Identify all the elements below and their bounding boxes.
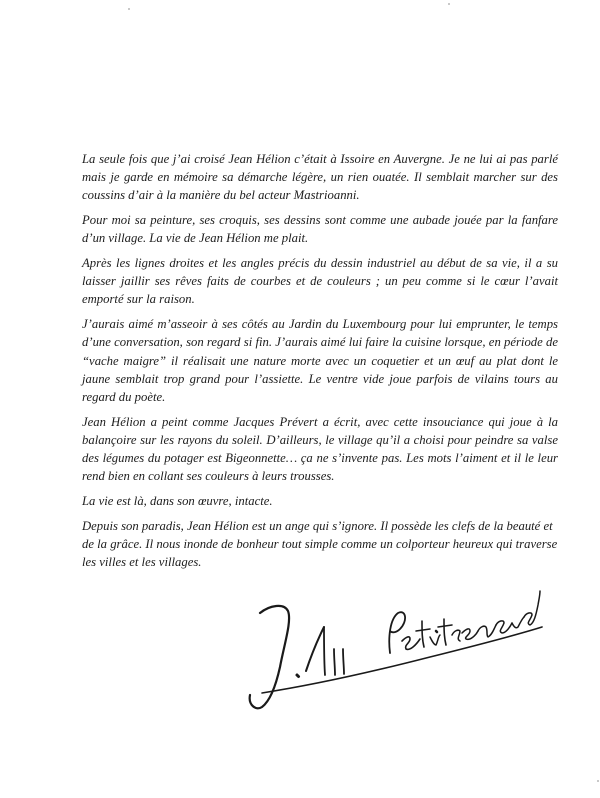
paragraph-1: La seule fois que j’ai croisé Jean Hélion c’était à Issoire en Auvergne. Je ne lui ai pas parlé mais je garde en mémoire sa démarche légère, un rien ouatée. Il semblait marcher sur des coussins d’air à la manière du bel acteur Mastrioanni. — [82, 152, 558, 203]
letter-body — [82, 150, 558, 578]
paragraph-4: J’aurais aimé m’asseoir à ses côtés au Jardin du Luxembourg pour lui emprunter, le temps d’une conversation, son regard si fin. J’aurais aimé lui faire la cuisine lorsque, en période de “vache maigre” il réalisait une nature morte avec un coquetier et un œuf au plat dont le jaune semblait trop grand pour l’assiette. Le ventre vide joue parfois de vilains tours au regard du poète. — [82, 317, 558, 404]
signature-drawing — [240, 575, 560, 715]
paragraph-3: Après les lignes droites et les angles précis du dessin industriel au début de sa vie, il a su laisser jaillir ses rêves faits de courbes et de couleurs ; un peu comme si le cœur l’avait emporté sur la raison. — [82, 256, 558, 307]
scan-speck — [128, 8, 130, 10]
paragraph-5: Jean Hélion a peint comme Jacques Prévert a écrit, avec cette insouciance qui joue à la balançoire sur les rayons du soleil. D’ailleurs, le village qu’il a choisi pour peindre sa valse des légumes du potager est Bigeonnette… ça ne s’invente pas. Les mots l’aiment et il le leur rend bien en collant ses couleurs à leurs trousses. — [82, 414, 558, 484]
paragraph-6: La vie est là, dans son œuvre, intacte. — [82, 493, 273, 508]
paragraph-7: Depuis son paradis, Jean Hélion est un ange qui s’ignore. Il possède les clefs de la beauté et de la grâce. Il nous inonde de bonheur tout simple comme un colporteur heureux qui traverse les villes et les villages. — [82, 518, 558, 570]
handwritten-signature — [240, 575, 560, 715]
scan-speck — [597, 780, 599, 782]
paragraph-2: Pour moi sa peinture, ses croquis, ses dessins sont comme une aubade jouée par la fanfare d’un village. La vie de Jean Hélion me plait. — [82, 213, 558, 246]
scan-speck — [448, 3, 450, 5]
